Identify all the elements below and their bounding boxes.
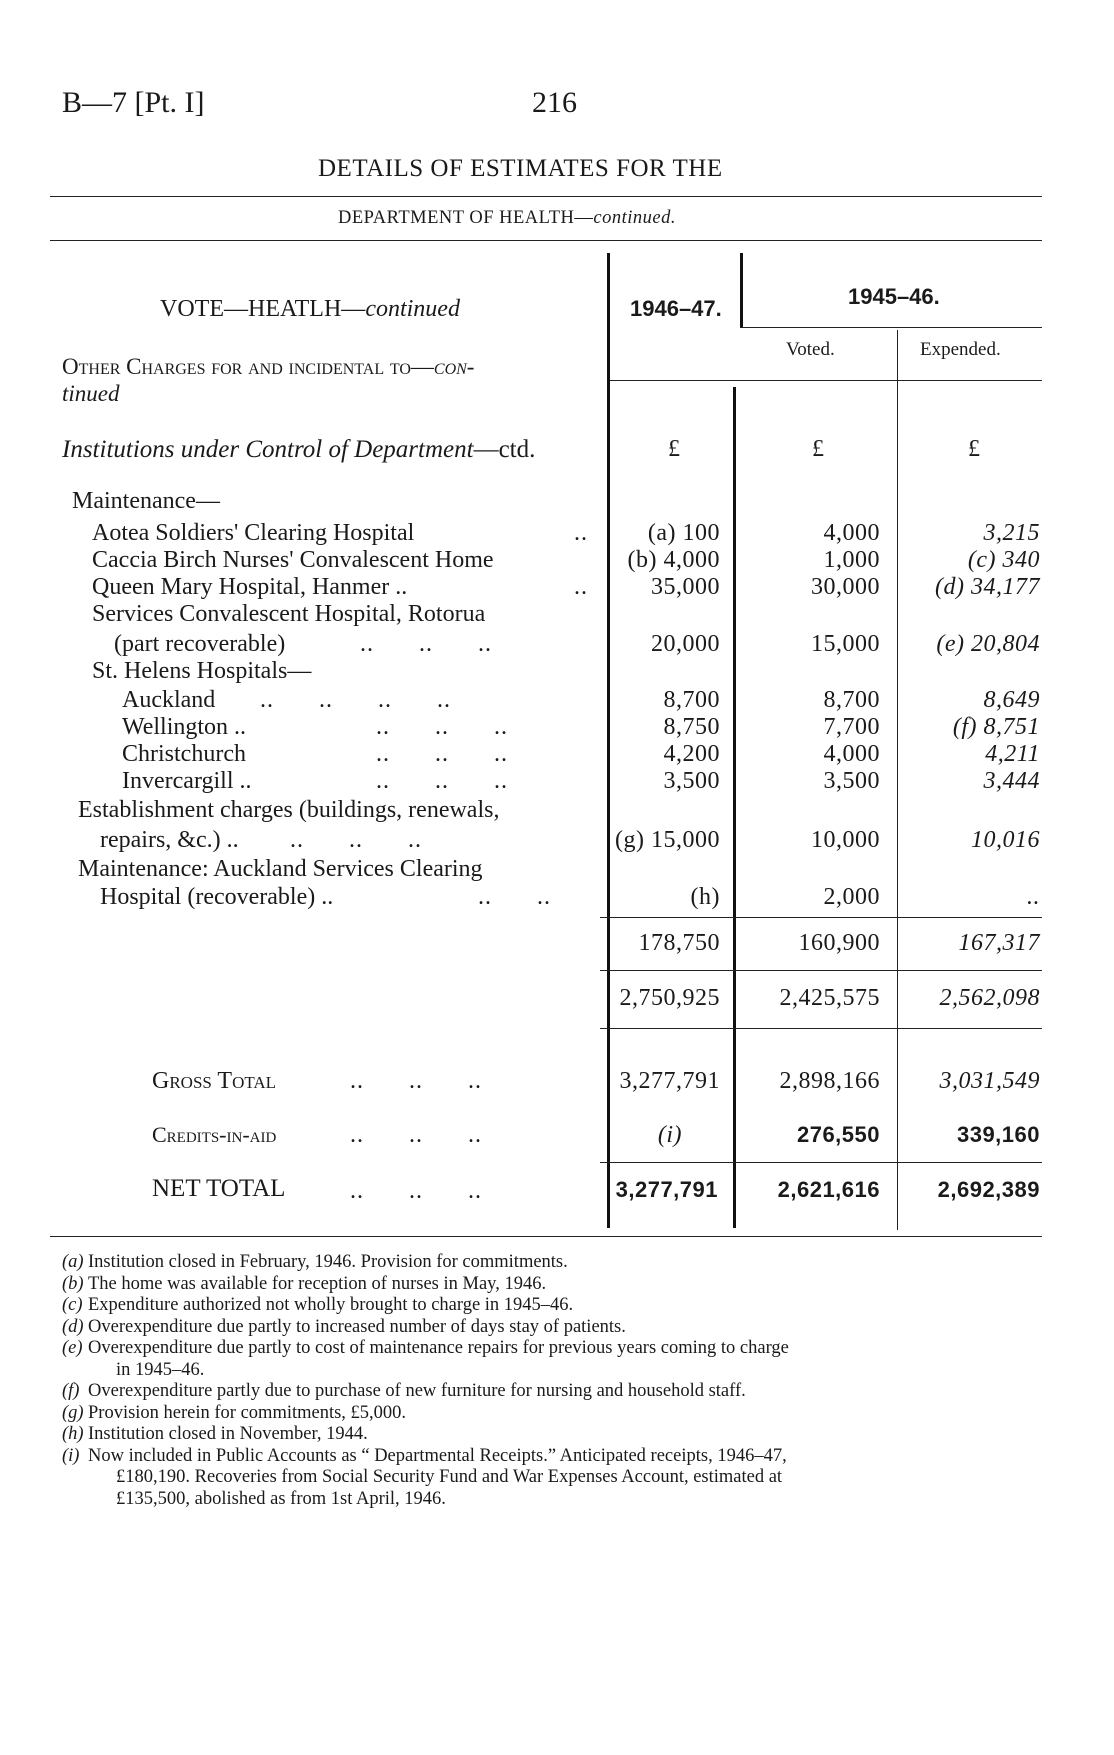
other-charges-main: Other Charges for and incidental to— — [62, 354, 434, 379]
footnote-text: Overexpenditure partly due to purchase of new furniture for nursing and household staff. — [88, 1381, 746, 1401]
row-value-c2: 3,500 — [823, 768, 880, 794]
row-label: Queen Mary Hospital, Hanmer .. — [92, 574, 408, 600]
net-total-label: NET TOTAL — [152, 1175, 286, 1202]
row-value-c2: 4,000 — [823, 520, 880, 546]
net-total-dots: .. .. .. — [350, 1178, 482, 1204]
currency-col-1: £ — [668, 436, 680, 462]
row-label: Services Convalescent Hospital, Rotorua — [92, 601, 486, 627]
row-value-c2: 30,000 — [811, 574, 880, 600]
carried-expended: 2,562,098 — [939, 985, 1040, 1011]
row-value-c2: 8,700 — [823, 687, 880, 713]
footnote-text: Overexpenditure due partly to cost of maintenance repairs for previous years coming to charge — [88, 1338, 789, 1358]
row-value-c1: 20,000 — [651, 631, 720, 657]
row-value-c1: 4,200 — [663, 741, 720, 767]
institutions-heading-main: Institutions under Control of Department — [62, 436, 474, 463]
footnote-key: (a) — [62, 1252, 84, 1272]
title-rule — [50, 196, 1042, 197]
gross-total-dots: .. .. .. — [350, 1068, 482, 1094]
footnote-text: Institution closed in February, 1946. Provision for commitments. — [88, 1252, 568, 1272]
column-header-expended: Expended. — [920, 339, 1001, 360]
row-value-c3: (e) 20,804 — [936, 631, 1040, 657]
row-label: Wellington .. — [122, 714, 247, 740]
footnote-text: Provision herein for commitments, £5,000. — [88, 1402, 407, 1423]
page-title: DETAILS OF ESTIMATES FOR THE — [318, 155, 723, 182]
column-rule-2b — [733, 387, 736, 1228]
footnote-rule — [50, 1236, 1042, 1237]
subtotal-voted: 160,900 — [798, 930, 880, 956]
row-value-c2: 1,000 — [823, 547, 880, 573]
gross-total-voted: 2,898,166 — [779, 1068, 880, 1094]
footnote-key: (f) — [62, 1381, 80, 1401]
gross-total-label: Gross Total — [152, 1068, 277, 1094]
footnote-text: Now included in Public Accounts as “ Departmental Receipts.” Anticipated receipts, 1946–47, — [88, 1445, 787, 1466]
row-leader-dots: .. .. .. .. — [260, 687, 451, 713]
row-value-c3: 4,211 — [985, 741, 1040, 767]
credits-in-aid-1946-47: (i) — [657, 1122, 682, 1148]
footnote-key: (h) — [62, 1424, 84, 1444]
row-value-c3: 3,215 — [983, 520, 1040, 546]
row-leader-dots: .. — [574, 574, 588, 600]
footnote-key: (i) — [62, 1445, 80, 1466]
row-value-c1: (b) 4,000 — [627, 547, 720, 573]
institutions-heading-suffix: —ctd. — [473, 436, 536, 463]
row-value-c3: 8,649 — [983, 687, 1040, 713]
row-label: Christchurch — [122, 741, 246, 767]
row-value-c1: 35,000 — [651, 574, 720, 600]
row-value-c1: 3,500 — [663, 768, 720, 794]
row-label: Hospital (recoverable) .. — [100, 884, 334, 910]
row-label: (part recoverable) — [114, 631, 286, 657]
subtotal-rule-bottom — [600, 970, 1042, 971]
row-value-c2: 15,000 — [811, 631, 880, 657]
row-label: Establishment charges (buildings, renewals, — [78, 797, 500, 823]
row-leader-dots: .. — [574, 520, 588, 546]
row-label: Maintenance— — [72, 488, 220, 514]
subtitle-rule — [50, 240, 1042, 241]
credits-in-aid-dots: .. .. .. — [350, 1122, 482, 1148]
row-value-c3: 3,444 — [983, 768, 1040, 794]
carried-rule-bottom — [600, 1028, 1042, 1029]
gross-total-1946-47: 3,277,791 — [619, 1068, 720, 1094]
row-value-c3: (f) 8,751 — [952, 714, 1040, 740]
footnote-key: (d) — [62, 1316, 84, 1337]
row-label: Invercargill .. — [122, 768, 252, 794]
row-label: St. Helens Hospitals— — [92, 658, 312, 684]
institutions-heading — [62, 436, 535, 464]
row-value-c2: 7,700 — [823, 714, 880, 740]
row-leader-dots: .. .. — [478, 884, 551, 910]
vote-heading — [160, 296, 460, 323]
other-charges-cont-2: tinued — [62, 381, 120, 406]
header-rule-prior — [740, 327, 1042, 328]
currency-col-3: £ — [968, 436, 980, 462]
row-value-c2: 2,000 — [823, 884, 880, 910]
footnote-text: Institution closed in November, 1944. — [88, 1424, 368, 1444]
row-value-c1: 8,700 — [663, 687, 720, 713]
page-reference: B—7 [Pt. I] — [62, 86, 205, 119]
row-value-c1: (h) — [690, 884, 720, 910]
credits-in-aid-expended: 339,160 — [956, 1122, 1040, 1147]
credits-in-aid-voted: 276,550 — [796, 1122, 880, 1147]
column-header-1946-47: 1946–47. — [630, 296, 722, 321]
footnote-key: (b) — [62, 1273, 84, 1294]
row-label: Maintenance: Auckland Services Clearing — [78, 856, 483, 882]
row-leader-dots: .. .. .. — [376, 741, 508, 767]
row-value-c1: (a) 100 — [647, 520, 720, 546]
footnote-text: £180,190. Recoveries from Social Security Fund and War Expenses Account, estimated at — [116, 1467, 783, 1487]
carried-voted: 2,425,575 — [779, 985, 880, 1011]
page-subtitle — [338, 208, 676, 229]
row-value-c1: 8,750 — [663, 714, 720, 740]
row-value-c1: (g) 15,000 — [615, 827, 720, 853]
row-label: Auckland — [122, 687, 216, 713]
subtitle-main: DEPARTMENT OF HEALTH— — [338, 208, 594, 228]
subtitle-continued: continued. — [593, 208, 676, 228]
net-total-expended: 2,692,389 — [937, 1177, 1040, 1202]
other-charges-heading — [62, 354, 474, 380]
vote-heading-main: VOTE—HEATLH— — [160, 296, 366, 322]
carried-1946-47: 2,750,925 — [619, 985, 720, 1011]
vote-heading-cont: continued — [365, 296, 460, 322]
footnote-key: (c) — [62, 1295, 83, 1315]
row-value-c3: 10,016 — [971, 827, 1040, 853]
row-leader-dots: .. .. .. — [376, 714, 508, 740]
row-label: Caccia Birch Nurses' Convalescent Home — [92, 547, 494, 573]
column-rule-3 — [897, 330, 898, 1230]
row-leader-dots: .. .. .. — [360, 631, 492, 657]
row-value-c3: (d) 34,177 — [935, 574, 1040, 600]
currency-col-2: £ — [812, 436, 824, 462]
column-header-1945-46: 1945–46. — [848, 284, 940, 309]
net-total-voted: 2,621,616 — [777, 1177, 880, 1202]
row-leader-dots: .. .. .. — [290, 827, 422, 853]
footnote-text: in 1945–46. — [116, 1359, 205, 1380]
footnote-text: £135,500, abolished as from 1st April, 1946. — [116, 1488, 446, 1509]
footnote-key: (e) — [62, 1338, 83, 1358]
gross-total-expended: 3,031,549 — [939, 1068, 1040, 1094]
row-value-c3: .. — [1027, 884, 1040, 910]
row-leader-dots: .. .. .. — [376, 768, 508, 794]
footnote-key: (g) — [62, 1402, 84, 1423]
subtotal-1946-47: 178,750 — [638, 930, 720, 956]
footnote-text: Overexpenditure due partly to increased number of days stay of patients. — [88, 1316, 626, 1337]
header-rule-bottom — [610, 380, 1042, 381]
row-value-c2: 4,000 — [823, 741, 880, 767]
other-charges-cont: con- — [433, 354, 475, 379]
row-value-c3: (c) 340 — [967, 547, 1040, 573]
subtotal-expended: 167,317 — [958, 930, 1040, 956]
page-number: 216 — [532, 86, 577, 119]
row-label: Aotea Soldiers' Clearing Hospital — [92, 520, 415, 546]
column-header-voted: Voted. — [786, 339, 835, 360]
net-total-1946-47: 3,277,791 — [615, 1177, 718, 1202]
footnote-text: The home was available for reception of nurses in May, 1946. — [88, 1273, 547, 1294]
credits-in-aid-label: Credits-in-aid — [152, 1122, 277, 1147]
column-rule-2 — [740, 253, 743, 328]
row-value-c2: 10,000 — [811, 827, 880, 853]
net-total-rule — [600, 1162, 1042, 1163]
subtotal-rule-top — [600, 917, 1042, 918]
row-label: repairs, &c.) .. — [100, 827, 239, 853]
footnote-text: Expenditure authorized not wholly brought to charge in 1945–46. — [88, 1295, 574, 1315]
